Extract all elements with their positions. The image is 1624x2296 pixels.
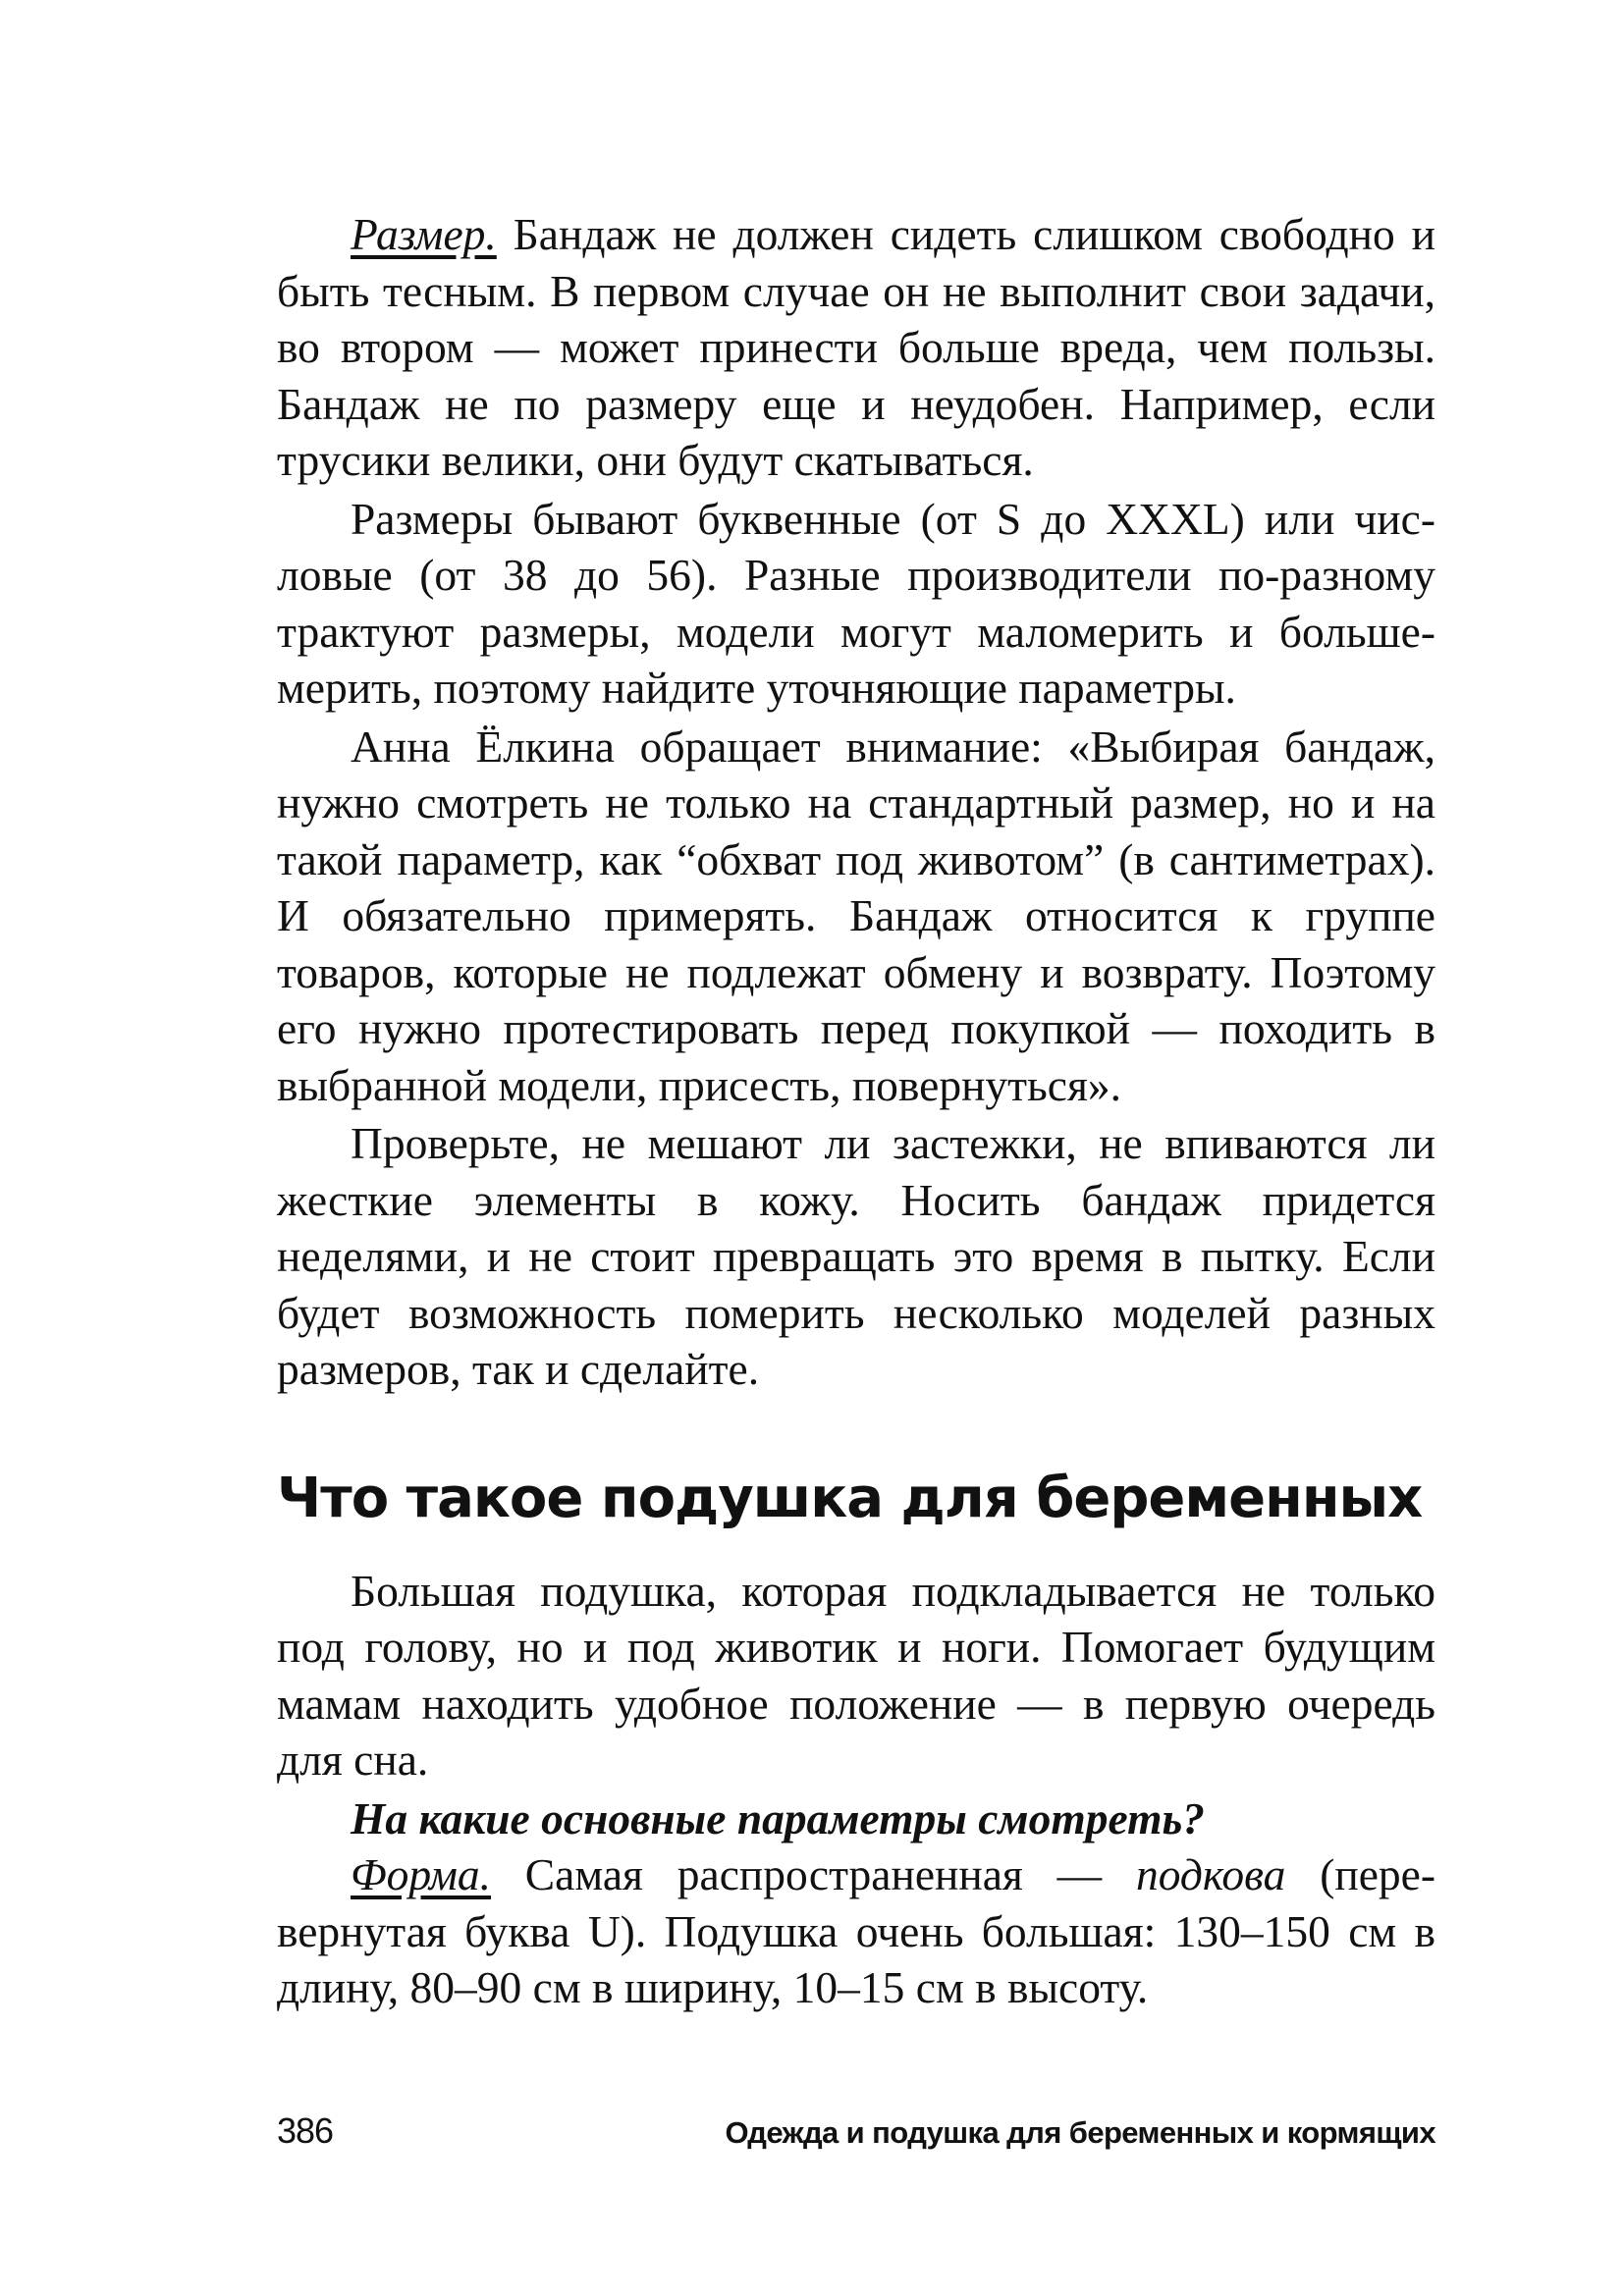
- running-head: Одежда и подушка для беременных и кормящих: [725, 2115, 1435, 2150]
- paragraph-label-form: Форма.: [351, 1849, 491, 1899]
- paragraph-quote: [277, 719, 1435, 1114]
- paragraph-sizes: [277, 491, 1435, 717]
- paragraph-form: [277, 1846, 1435, 2016]
- paragraph-text: (перевернутая буква U). Подушка очень большая: 130–150 см в длину, 80–90 см в ширину, 10–15 см в высоту.: [277, 1849, 1435, 2012]
- paragraph-text: Бандаж не должен сидеть слишком свободно и быть тесным. В первом случае он не выполнит свои задачи, во втором — может принести больше вреда, чем пользы. Бандаж не по размеру еще и неудобен. Например, если трусики велики, они будут скатываться.: [277, 209, 1435, 485]
- emphasis-term: подкова: [1135, 1849, 1286, 1899]
- section-heading: Что такое подушка для беременных: [277, 1466, 1423, 1530]
- paragraph-check: [277, 1115, 1435, 1398]
- page-number: 386: [277, 2110, 334, 2151]
- subheading-parameters: На какие основные параметры смотреть?: [351, 1792, 1206, 1843]
- paragraph-text: Анна Ёлкина обращает внимание: «Выбирая бандаж, нужно смотреть не только на стандартный размер, но и на такой параметр, как “обхват под животом” (в сантиметрах). И обязательно примерять. Бандаж относится к группе товаров, которые не подлежат обмену и возврату. Поэтому его нужно протестировать перед покупкой — походить в выбранной модели, присесть, повернуться».: [277, 721, 1435, 1110]
- paragraph-size: [277, 206, 1435, 489]
- paragraph-intro: [277, 1563, 1435, 1789]
- page-footer: [277, 2110, 1435, 2152]
- paragraph-text: Размеры бывают буквенные (от S до XXXL) или числовые (от 38 до 56). Разные производители по-разному трактуют размеры, модели могут маломерить и большемерить, поэтому найдите уточняющие параметры.: [277, 493, 1435, 713]
- paragraph-label-size: Размер.: [351, 209, 497, 259]
- paragraph-text: Проверьте, не мешают ли застежки, не впиваются ли жесткие элементы в кожу. Носить бандаж придется неделями, и не стоит превращать это время в пытку. Если будет возможность померить несколько моделей разных размеров, так и сделайте.: [277, 1118, 1435, 1394]
- paragraph-text: Самая распространенная —: [491, 1849, 1136, 1899]
- page-body: [277, 206, 1435, 2016]
- paragraph-text: Большая подушка, которая подкладывается не только под голову, но и под животик и ноги. Помогает будущим мамам находить удобное положение — в первую очередь для сна.: [277, 1565, 1435, 1785]
